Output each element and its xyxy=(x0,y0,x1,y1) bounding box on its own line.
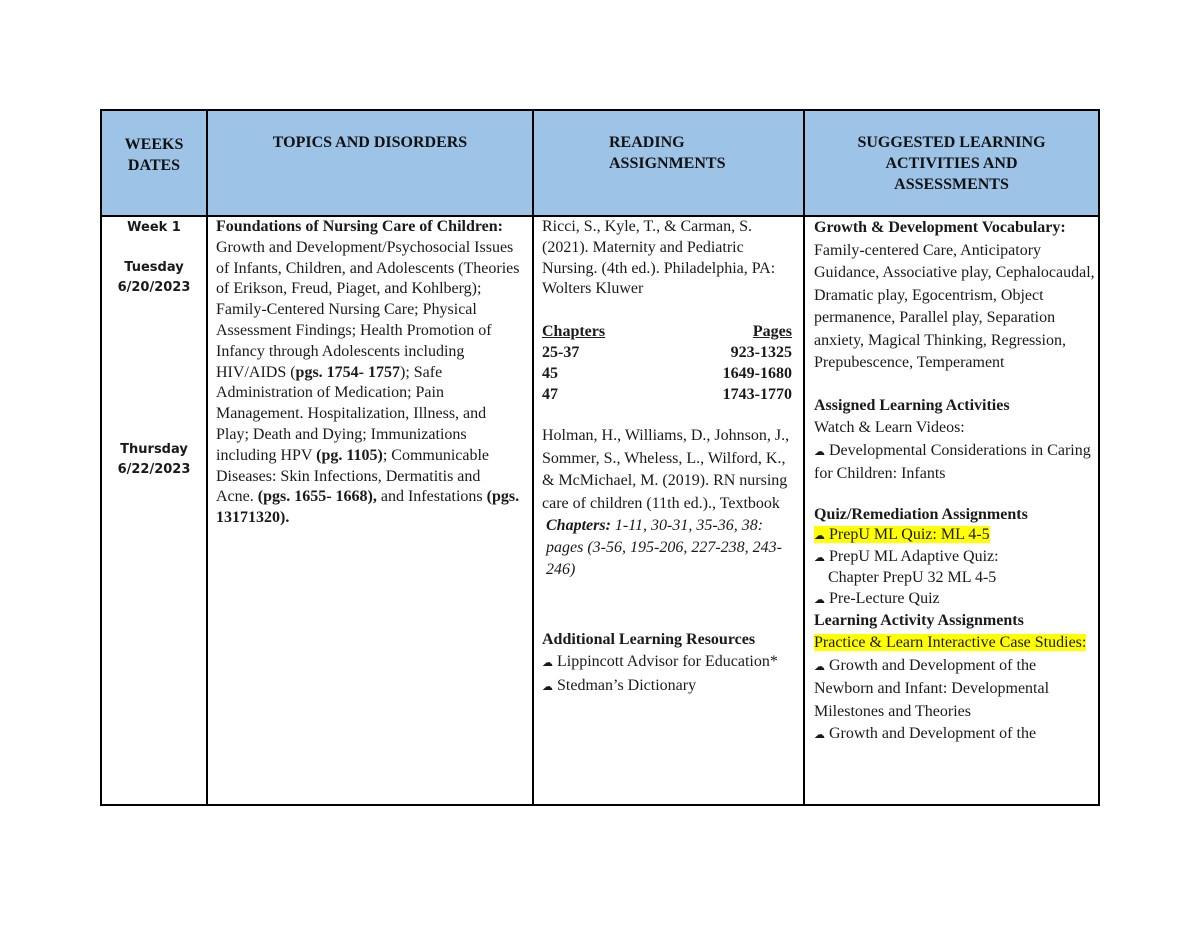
table-row xyxy=(542,385,800,406)
cloud-icon: ☁ xyxy=(814,660,825,673)
pages-value: 1743-1770 xyxy=(722,385,792,403)
cloud-icon: ☁ xyxy=(814,593,825,606)
cloud-icon: ☁ xyxy=(814,445,825,458)
cloud-icon: ☁ xyxy=(542,657,553,670)
date1-label: 6/20/2023 xyxy=(117,280,191,295)
day2-label: Thursday xyxy=(120,442,188,457)
additional-resources-title: Additional Learning Resources xyxy=(542,631,756,649)
header-suggested-line3: ASSESSMENTS xyxy=(894,176,1009,193)
topics-text4: and Infestations xyxy=(376,488,487,506)
case-label: Growth and Development of the xyxy=(829,725,1037,742)
resource-item xyxy=(542,651,800,675)
cloud-icon: ☁ xyxy=(814,551,825,564)
reading-reference-2: Holman, H., Williams, D., Johnson, J., Sommer, S., Wheless, L., Wilford, K., & McMichael, M. (2019). RN nursing care of children (11th ed.)., Textbook xyxy=(542,427,790,512)
syllabus-table xyxy=(100,109,1100,806)
day1-label: Tuesday xyxy=(124,260,184,275)
header-topics-label: TOPICS AND DISORDERS xyxy=(272,134,468,151)
topics-text1: Growth and Development/Psychosocial Issues of Infants, Children, and Adolescents (Theories of Erikson, Freud, Piaget, and Kohlberg); Family-Centered Nursing Care; Physical Assessment Findings; Health Promotion of Infancy through Adolescents including HIV/AIDS ( xyxy=(216,238,520,381)
header-topics xyxy=(208,111,532,215)
header-reading xyxy=(534,111,803,215)
reading-reference-1: Ricci, S., Kyle, T., & Carman, S. (2021). Maternity and Pediatric Nursing. (4th ed.). Philadelphia, PA: Wolters Kluwer xyxy=(542,218,776,298)
chapters-label: Chapters xyxy=(542,323,606,341)
quiz-label: PrepU ML Quiz: ML 4-5 xyxy=(829,526,990,543)
header-suggested xyxy=(805,111,1098,215)
pages-value: 1649-1680 xyxy=(722,364,792,382)
case-item xyxy=(814,655,1096,724)
practice-learn-label xyxy=(814,632,1096,655)
topics-cell xyxy=(216,217,521,529)
topics-text2: ); Safe Administration of Medication; Pain Management. Hospitalization, Illness, and Play; Death and Dying; Immunizations including HPV xyxy=(216,363,487,464)
video-item xyxy=(814,440,1096,486)
suggested-cell xyxy=(814,217,1096,747)
topics-pages3: (pgs. 1655- 1668), xyxy=(257,488,377,506)
watch-learn-label: Watch & Learn Videos: xyxy=(814,419,965,436)
cloud-icon: ☁ xyxy=(814,729,825,741)
quiz-item-continued: Chapter PrepU 32 ML 4-5 xyxy=(828,569,997,586)
chapter-value: 45 xyxy=(542,364,558,382)
date2-label: 6/22/2023 xyxy=(117,462,191,477)
resource-label: Stedman’s Dictionary xyxy=(557,676,697,694)
topics-title: Foundations of Nursing Care of Children: xyxy=(216,218,503,235)
topics-pages2: (pg. 1105) xyxy=(316,446,383,464)
reading-chapters-2 xyxy=(542,515,800,581)
practice-learn-text: Practice & Learn Interactive Case Studies: xyxy=(814,634,1087,651)
header-reading-line2: ASSIGNMENTS xyxy=(609,155,726,172)
table-row xyxy=(542,364,800,385)
header-weeks-dates xyxy=(102,111,206,215)
resource-label: Lippincott Advisor for Education* xyxy=(557,653,778,671)
topics-pages1: pgs. 1754- 1757 xyxy=(295,363,400,381)
video-label: Developmental Considerations in Caring for Children: Infants xyxy=(814,441,1091,482)
pages-value: 923-1325 xyxy=(730,343,792,361)
cloud-icon: ☁ xyxy=(814,530,825,542)
topics-pages4: (pgs. 13171320). xyxy=(216,488,520,527)
header-suggested-line1: SUGGESTED LEARNING xyxy=(857,134,1046,151)
cloud-icon: ☁ xyxy=(542,680,553,693)
chapters2-label: Chapters: xyxy=(546,517,611,535)
header-reading-line1: READING xyxy=(609,134,685,151)
case-item xyxy=(814,723,1096,747)
topics-text xyxy=(216,238,521,529)
pages-label: Pages xyxy=(752,323,792,341)
quiz-title: Quiz/Remediation Assignments xyxy=(814,505,1028,523)
vocab-text: Family-centered Care, Anticipatory Guidance, Associative play, Cephalocaudal, Dramatic play, Egocentrism, Object permanence, Parallel play, Separation anxiety, Magical Thinking, Regression, Prepubescence, Temperament xyxy=(814,241,1095,371)
case-label: Growth and Development of the Newborn and Infant: Developmental Milestones and Theories xyxy=(814,656,1050,720)
header-dates: DATES xyxy=(127,157,181,174)
topics-text3: ; Communicable Diseases: Skin Infections, Dermatitis and Acne. xyxy=(216,446,490,506)
chapter-value: 25-37 xyxy=(542,343,580,361)
quiz-item xyxy=(814,547,1096,569)
weeks-cell xyxy=(102,217,206,480)
table-row xyxy=(542,343,800,364)
week-label: Week 1 xyxy=(127,220,181,235)
header-suggested-line2: ACTIVITIES AND xyxy=(885,155,1018,172)
chapter-value: 47 xyxy=(542,385,558,403)
quiz-item xyxy=(814,525,1096,547)
quiz-label: PrepU ML Adaptive Quiz: xyxy=(829,547,999,565)
header-weeks: WEEKS xyxy=(124,136,184,153)
learning-activity-title: Learning Activity Assignments xyxy=(814,612,1024,629)
resource-item xyxy=(542,675,800,699)
reading-cell xyxy=(542,217,800,698)
quiz-item xyxy=(814,589,1096,611)
chapters-header-row xyxy=(542,322,800,343)
assigned-title: Assigned Learning Activities xyxy=(814,396,1010,414)
chapters2-text: 1-11, 30-31, 35-36, 38: pages (3-56, 195-206, 227-238, 243-246) xyxy=(546,517,782,579)
vocab-title: Growth & Development Vocabulary: xyxy=(814,219,1066,236)
quiz-label: Pre-Lecture Quiz xyxy=(829,589,940,607)
